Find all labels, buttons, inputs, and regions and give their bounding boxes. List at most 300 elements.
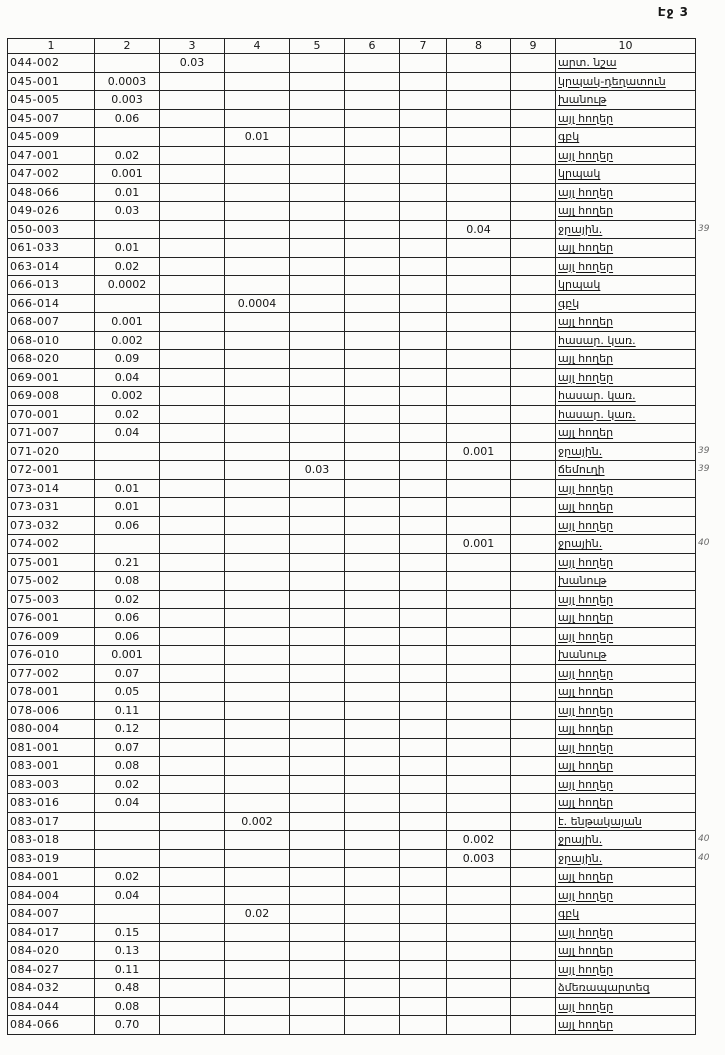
parcel-code-cell: 078-006 <box>8 701 95 720</box>
value-cell <box>290 627 345 646</box>
value-cell <box>511 720 556 739</box>
value-cell <box>290 646 345 665</box>
value-cell <box>447 609 511 628</box>
parcel-code-cell: 069-001 <box>8 368 95 387</box>
value-cell <box>400 313 447 332</box>
data-table <box>7 38 720 1035</box>
value-cell <box>447 109 511 128</box>
column-header: 1 <box>8 39 95 54</box>
table-row <box>8 1016 720 1035</box>
value-cell <box>447 738 511 757</box>
value-cell <box>511 609 556 628</box>
value-cell <box>225 220 290 239</box>
value-cell <box>345 738 400 757</box>
value-cell <box>225 590 290 609</box>
value-cell <box>345 202 400 221</box>
value-cell <box>511 165 556 184</box>
parcel-code-cell: 081-001 <box>8 738 95 757</box>
value-cell: 0.01 <box>95 498 160 517</box>
value-cell <box>290 905 345 924</box>
value-cell <box>400 997 447 1016</box>
table-row <box>8 498 720 517</box>
value-cell <box>225 461 290 480</box>
value-cell <box>160 461 225 480</box>
value-cell <box>345 683 400 702</box>
value-cell <box>95 535 160 554</box>
parcel-code-cell: 083-018 <box>8 831 95 850</box>
value-cell <box>511 646 556 665</box>
table-row <box>8 609 720 628</box>
value-cell <box>160 72 225 91</box>
table-row <box>8 128 720 147</box>
value-cell <box>225 350 290 369</box>
value-cell <box>345 516 400 535</box>
parcel-code-cell: 084-007 <box>8 905 95 924</box>
value-cell <box>511 91 556 110</box>
table-body <box>8 54 720 1035</box>
value-cell: 0.03 <box>290 461 345 480</box>
table-row <box>8 257 720 276</box>
parcel-code-cell: 083-019 <box>8 849 95 868</box>
value-cell <box>447 516 511 535</box>
value-cell <box>225 775 290 794</box>
value-cell <box>345 128 400 147</box>
value-cell: 0.01 <box>95 479 160 498</box>
value-cell <box>511 701 556 720</box>
value-cell <box>400 609 447 628</box>
parcel-code-cell: 061-033 <box>8 239 95 258</box>
value-cell <box>447 405 511 424</box>
value-cell <box>447 202 511 221</box>
value-cell <box>511 442 556 461</box>
margin-note <box>696 516 720 535</box>
value-cell <box>290 738 345 757</box>
margin-note <box>696 886 720 905</box>
value-cell: 0.02 <box>95 868 160 887</box>
margin-note <box>696 387 720 406</box>
parcel-code-cell: 071-007 <box>8 424 95 443</box>
value-cell <box>160 794 225 813</box>
column-header: 10 <box>556 39 696 54</box>
value-cell <box>290 942 345 961</box>
value-cell <box>225 91 290 110</box>
value-cell <box>345 720 400 739</box>
value-cell <box>400 738 447 757</box>
value-cell <box>447 165 511 184</box>
value-cell <box>290 609 345 628</box>
parcel-code-cell: 076-001 <box>8 609 95 628</box>
land-use-cell: այլ հողեր <box>556 609 696 628</box>
value-cell: 0.01 <box>225 128 290 147</box>
value-cell <box>345 146 400 165</box>
value-cell <box>400 498 447 517</box>
margin-note <box>696 91 720 110</box>
value-cell <box>400 812 447 831</box>
value-cell <box>225 183 290 202</box>
land-use-cell: այլ հողեր <box>556 516 696 535</box>
parcel-code-cell: 084-020 <box>8 942 95 961</box>
value-cell <box>400 165 447 184</box>
land-use-cell: ջրային. <box>556 442 696 461</box>
value-cell <box>447 794 511 813</box>
margin-note <box>696 757 720 776</box>
value-cell <box>160 276 225 295</box>
value-cell <box>225 1016 290 1035</box>
parcel-code-cell: 063-014 <box>8 257 95 276</box>
land-use-cell: այլ հողեր <box>556 960 696 979</box>
value-cell <box>290 812 345 831</box>
land-use-cell: այլ հողեր <box>556 424 696 443</box>
value-cell <box>160 498 225 517</box>
margin-note <box>696 239 720 258</box>
value-cell: 0.48 <box>95 979 160 998</box>
value-cell <box>511 350 556 369</box>
value-cell <box>447 276 511 295</box>
value-cell <box>345 387 400 406</box>
value-cell <box>290 146 345 165</box>
value-cell <box>160 368 225 387</box>
value-cell <box>345 257 400 276</box>
value-cell <box>447 331 511 350</box>
margin-note <box>696 1016 720 1035</box>
parcel-code-cell: 047-001 <box>8 146 95 165</box>
value-cell: 0.002 <box>447 831 511 850</box>
column-header: 5 <box>290 39 345 54</box>
value-cell <box>225 535 290 554</box>
value-cell <box>160 387 225 406</box>
value-cell <box>290 757 345 776</box>
value-cell <box>345 757 400 776</box>
value-cell <box>345 942 400 961</box>
value-cell <box>225 979 290 998</box>
table-row <box>8 572 720 591</box>
land-use-cell: այլ հողեր <box>556 1016 696 1035</box>
value-cell: 0.12 <box>95 720 160 739</box>
value-cell <box>290 350 345 369</box>
parcel-code-cell: 075-002 <box>8 572 95 591</box>
land-use-cell: այլ հողեր <box>556 794 696 813</box>
land-use-cell: է. ենթակայան <box>556 812 696 831</box>
column-header: 7 <box>400 39 447 54</box>
value-cell <box>447 368 511 387</box>
value-cell <box>160 905 225 924</box>
parcel-code-cell: 084-066 <box>8 1016 95 1035</box>
value-cell: 0.003 <box>95 91 160 110</box>
value-cell <box>95 220 160 239</box>
value-cell <box>95 849 160 868</box>
value-cell <box>290 516 345 535</box>
value-cell <box>345 165 400 184</box>
value-cell <box>160 979 225 998</box>
value-cell <box>400 720 447 739</box>
value-cell <box>511 590 556 609</box>
parcel-code-cell: 048-066 <box>8 183 95 202</box>
value-cell: 0.02 <box>95 405 160 424</box>
value-cell <box>511 72 556 91</box>
margin-note: 39 <box>698 445 710 456</box>
table-row <box>8 202 720 221</box>
value-cell <box>447 479 511 498</box>
value-cell: 0.04 <box>95 794 160 813</box>
margin-note <box>696 479 720 498</box>
land-use-cell: այլ հողեր <box>556 109 696 128</box>
value-cell <box>160 479 225 498</box>
table-row <box>8 72 720 91</box>
value-cell <box>160 886 225 905</box>
table-row <box>8 590 720 609</box>
value-cell: 0.06 <box>95 627 160 646</box>
value-cell <box>160 313 225 332</box>
value-cell <box>345 294 400 313</box>
value-cell <box>511 424 556 443</box>
value-cell <box>447 183 511 202</box>
value-cell <box>345 812 400 831</box>
value-cell <box>160 239 225 258</box>
table-row <box>8 424 720 443</box>
value-cell <box>290 442 345 461</box>
table-row <box>8 146 720 165</box>
value-cell <box>290 72 345 91</box>
land-use-cell: այլ հողեր <box>556 146 696 165</box>
land-use-cell: հասար. կառ. <box>556 331 696 350</box>
parcel-code-cell: 045-001 <box>8 72 95 91</box>
table-row <box>8 535 720 554</box>
value-cell <box>345 424 400 443</box>
value-cell <box>345 979 400 998</box>
value-cell <box>511 239 556 258</box>
value-cell: 0.02 <box>95 590 160 609</box>
value-cell <box>160 942 225 961</box>
land-use-cell: այլ հողեր <box>556 239 696 258</box>
value-cell: 0.02 <box>95 146 160 165</box>
value-cell <box>290 720 345 739</box>
margin-note <box>696 165 720 184</box>
value-cell: 0.04 <box>95 368 160 387</box>
value-cell <box>225 405 290 424</box>
value-cell <box>225 701 290 720</box>
margin-note <box>696 942 720 961</box>
parcel-code-cell: 068-020 <box>8 350 95 369</box>
margin-note: 39 <box>698 464 710 474</box>
value-cell <box>225 387 290 406</box>
value-cell <box>447 72 511 91</box>
value-cell <box>345 794 400 813</box>
value-cell <box>400 91 447 110</box>
value-cell <box>290 997 345 1016</box>
margin-note <box>696 683 720 702</box>
land-use-cell: այլ հողեր <box>556 368 696 387</box>
parcel-code-cell: 045-007 <box>8 109 95 128</box>
parcel-code-cell: 076-009 <box>8 627 95 646</box>
value-cell <box>290 479 345 498</box>
value-cell <box>225 831 290 850</box>
value-cell <box>290 535 345 554</box>
value-cell: 0.001 <box>95 165 160 184</box>
value-cell <box>511 294 556 313</box>
table-header <box>8 39 720 54</box>
value-cell <box>225 516 290 535</box>
value-cell <box>447 387 511 406</box>
value-cell <box>447 424 511 443</box>
margin-note <box>696 553 720 572</box>
value-cell <box>345 572 400 591</box>
value-cell <box>400 350 447 369</box>
value-cell <box>400 960 447 979</box>
margin-note <box>696 54 720 73</box>
table-row <box>8 165 720 184</box>
value-cell <box>290 701 345 720</box>
value-cell <box>511 960 556 979</box>
value-cell <box>400 646 447 665</box>
value-cell <box>225 627 290 646</box>
value-cell <box>160 868 225 887</box>
land-use-cell: կրպակ <box>556 276 696 295</box>
value-cell <box>345 849 400 868</box>
value-cell <box>160 202 225 221</box>
table-row <box>8 91 720 110</box>
margin-note: 40 <box>698 538 710 548</box>
value-cell <box>290 886 345 905</box>
value-cell <box>160 331 225 350</box>
value-cell <box>290 960 345 979</box>
value-cell <box>447 979 511 998</box>
value-cell <box>345 775 400 794</box>
value-cell <box>511 387 556 406</box>
land-use-cell: այլ հողեր <box>556 886 696 905</box>
value-cell <box>400 146 447 165</box>
value-cell <box>511 849 556 868</box>
page-number: Էջ 3 <box>657 5 689 19</box>
value-cell <box>447 775 511 794</box>
value-cell <box>345 590 400 609</box>
value-cell: 0.13 <box>95 942 160 961</box>
table-row <box>8 516 720 535</box>
value-cell <box>290 165 345 184</box>
value-cell <box>290 220 345 239</box>
table-row <box>8 923 720 942</box>
land-use-cell: խանութ <box>556 572 696 591</box>
value-cell <box>160 405 225 424</box>
value-cell <box>95 54 160 73</box>
value-cell <box>160 960 225 979</box>
value-cell <box>225 54 290 73</box>
value-cell <box>447 701 511 720</box>
parcel-code-cell: 069-008 <box>8 387 95 406</box>
value-cell <box>511 979 556 998</box>
value-cell <box>511 276 556 295</box>
value-cell <box>290 794 345 813</box>
value-cell <box>400 849 447 868</box>
table-row <box>8 775 720 794</box>
value-cell <box>290 183 345 202</box>
margin-note <box>696 960 720 979</box>
value-cell <box>447 553 511 572</box>
land-use-cell: ջրային. <box>556 535 696 554</box>
value-cell <box>225 757 290 776</box>
value-cell <box>160 775 225 794</box>
value-cell <box>400 535 447 554</box>
value-cell: 0.002 <box>95 387 160 406</box>
value-cell: 0.08 <box>95 572 160 591</box>
table-row <box>8 461 720 480</box>
parcel-code-cell: 066-014 <box>8 294 95 313</box>
value-cell: 0.001 <box>447 442 511 461</box>
value-cell <box>400 627 447 646</box>
value-cell <box>345 646 400 665</box>
value-cell <box>447 812 511 831</box>
margin-note <box>696 146 720 165</box>
value-cell <box>225 202 290 221</box>
column-header: 9 <box>511 39 556 54</box>
value-cell: 0.003 <box>447 849 511 868</box>
value-cell: 0.01 <box>95 183 160 202</box>
value-cell <box>400 387 447 406</box>
value-cell <box>345 923 400 942</box>
margin-note <box>696 923 720 942</box>
value-cell <box>345 905 400 924</box>
value-cell <box>447 886 511 905</box>
table-row <box>8 812 720 831</box>
value-cell <box>345 553 400 572</box>
value-cell <box>345 609 400 628</box>
value-cell <box>511 886 556 905</box>
value-cell <box>160 442 225 461</box>
value-cell <box>290 405 345 424</box>
value-cell <box>160 738 225 757</box>
value-cell <box>225 239 290 258</box>
value-cell <box>345 461 400 480</box>
value-cell <box>290 387 345 406</box>
value-cell <box>511 498 556 517</box>
value-cell <box>400 331 447 350</box>
value-cell <box>511 331 556 350</box>
value-cell <box>290 54 345 73</box>
value-cell: 0.07 <box>95 738 160 757</box>
parcel-code-cell: 075-003 <box>8 590 95 609</box>
parcel-code-cell: 080-004 <box>8 720 95 739</box>
value-cell <box>447 146 511 165</box>
value-cell <box>400 183 447 202</box>
value-cell <box>447 294 511 313</box>
value-cell <box>511 220 556 239</box>
value-cell <box>400 72 447 91</box>
value-cell <box>225 146 290 165</box>
value-cell <box>400 923 447 942</box>
value-cell: 0.04 <box>447 220 511 239</box>
value-cell <box>225 738 290 757</box>
value-cell <box>160 664 225 683</box>
value-cell <box>447 128 511 147</box>
value-cell <box>447 757 511 776</box>
land-use-cell: այլ հողեր <box>556 553 696 572</box>
value-cell <box>225 646 290 665</box>
land-use-cell: գբկ <box>556 294 696 313</box>
value-cell <box>345 183 400 202</box>
table-row <box>8 405 720 424</box>
value-cell: 0.21 <box>95 553 160 572</box>
parcel-code-cell: 073-032 <box>8 516 95 535</box>
land-use-cell: այլ հողեր <box>556 720 696 739</box>
value-cell <box>345 54 400 73</box>
land-use-cell: գբկ <box>556 128 696 147</box>
value-cell <box>345 960 400 979</box>
parcel-code-cell: 071-020 <box>8 442 95 461</box>
land-use-cell: կրպակ <box>556 165 696 184</box>
value-cell <box>345 701 400 720</box>
value-cell <box>160 572 225 591</box>
value-cell <box>225 368 290 387</box>
value-cell <box>345 442 400 461</box>
